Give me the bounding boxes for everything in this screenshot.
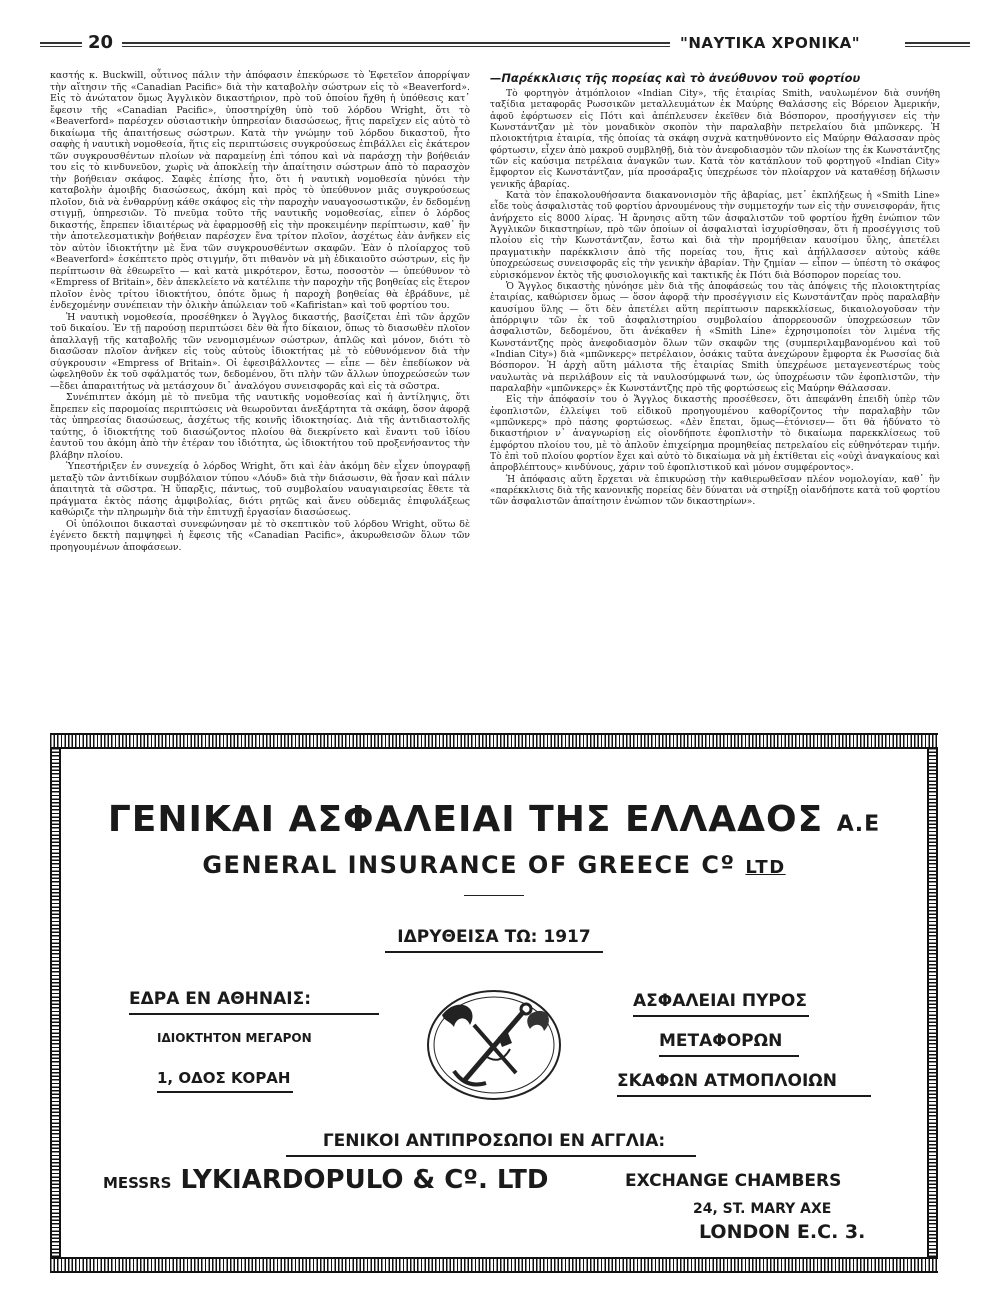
page-number: 20 (88, 32, 114, 53)
header-rule-left (40, 42, 82, 47)
agent-exchange: EXCHANGE CHAMBERS (625, 1171, 842, 1191)
paragraph: Ὑπεστήριξεν ἐν συνεχείᾳ ὁ λόρδος Wright, ὅτι καὶ ἐὰν ἀκόμη δὲν εἶχεν ὑπογραφῇ μεταξὺ τῶν ἀντιδίκων συμβόλαιον τύπου «Λόυδ» διὰ τὴν διάσωσιν, θὰ ἦσαν καὶ πάλιν ἀπαιτητὰ τὰ σῶστρα. Ἡ ὕπαρξις, πάντως, τοῦ συμβολαίου ναυαγιαιρεσίας ἔθετε τὰ πράγματα ἐκτὸς πάσης ἀμφιβολίας, διότι ρητῶς καὶ ἄνευ οὐδεμιᾶς ἐπιφυλάξεως καθώριζε τὴν πληρωμὴν διὰ τὴν ἐπιτυχῇ ἐργασίαν διασώσεως. (50, 461, 470, 518)
article-title: —Παρέκκλισις τῆς πορείας καὶ τὸ ἀνεύθυνον τοῦ φορτίου (490, 71, 861, 85)
founded-underline (385, 951, 603, 953)
paragraph: Ἡ ἀπόφασις αὕτη ἔρχεται νὰ ἐπικυρώσῃ τὴν καθιερωθεῖσαν πλέον νομολογίαν, καθ᾿ ἣν «παρέκκλισις διὰ τῆς κανονικῆς πορείας δὲν δύναται νὰ στηρίξῃ οἱανδήποτε κατὰ τοῦ φορτίου τῶν ἀσφαλιστῶν ἀπαίτησιν ἐνώπιον τῶν δικαστηρίων». (490, 473, 940, 508)
seat-address-underline (157, 1091, 293, 1093)
right-column (490, 70, 940, 508)
header-rule-right (905, 42, 970, 47)
service-transport-underline (659, 1055, 799, 1057)
agent-name-line: MESSRS LYKIARDOPULO & Cº. LTD (103, 1165, 549, 1195)
seat-label: ΕΔΡΑ ΕΝ ΑΘΗΝΑΙΣ: (129, 989, 312, 1009)
service-ships: ΣΚΑΦΩΝ ΑΤΜΟΠΛΟΙΩΝ (617, 1071, 837, 1091)
insurance-advertisement (50, 733, 938, 1273)
left-column (50, 70, 470, 553)
anchor-flame-icon (414, 985, 574, 1103)
agent-street: 24, ST. MARY AXE (693, 1201, 832, 1217)
service-ships-underline (617, 1095, 871, 1097)
ad-border-left (50, 749, 61, 1257)
company-name-english: GENERAL INSURANCE OF GREECE Cº LTD (202, 851, 786, 879)
founded-year: ΙΔΡΥΘΕΙΣΑ ΤΩ: 1917 (397, 927, 591, 947)
paragraph: Οἱ ὑπόλοιποι δικασταὶ συνεφώνησαν μὲ τὸ σκεπτικὸν τοῦ λόρδου Wright, οὕτω δὲ ἐγένετο δεκτὴ παμψηφεὶ ἡ ἔφεσις τῆς «Canadian Pacific», ἀκυρωθεισῶν ὅλων τῶν προηγουμένων ἀποφάσεων. (50, 518, 470, 553)
ornament-rule (464, 895, 524, 896)
ad-border-right (927, 749, 938, 1257)
agents-label-underline (286, 1155, 696, 1157)
seat-address: 1, ΟΔΟΣ ΚΟΡΑΗ (157, 1069, 291, 1087)
company-name-greek: ΓΕΝΙΚΑΙ ΑΣΦΑΛΕΙΑΙ ΤΗΣ ΕΛΛΑΔΟΣ Α.Ε (107, 799, 881, 840)
service-fire-underline (633, 1015, 809, 1017)
service-transport: ΜΕΤΑΦΟΡΩΝ (659, 1031, 783, 1051)
page-header (40, 30, 970, 56)
seat-building: ΙΔΙΟΚΤΗΤΟΝ ΜΕΓΑΡΟΝ (157, 1031, 312, 1045)
paragraph: Ὁ Ἄγγλος δικαστὴς ηὐνόησε μὲν διὰ τῆς ἀποφάσεώς του τὰς ἀπόψεις τῆς πλοιοκτητρίας ἑταιρίας, καθώρισεν ὅμως — ὅσον ἀφορᾷ τὴν προσέγγισιν εἰς Κωνστάντζαν πρὸς παραλαβὴν καυσίμου ὕλης — ὅτι δὲν ἀπετέλει αὕτη περίπτωσιν παρεκκλίσεως, δικαιολογοῦσαν τὴν ἀπόρριψιν τῶν ἐκ τοῦ ἀσφαλιστηρίου συμβολαίου ἀπορρεουσῶν ὑποχρεώσεων τῶν ἀσφαλιστῶν, δεδομένου, ὅτι ἀνέκαθεν ἡ «Smith Line» ἐχρησιμοποίει τὸν λιμένα τῆς Κωνστάντζης πρὸς ἀνεφοδιασμὸν ὅλων τῶν σκαφῶν της (συμπεριλαμβανομένου καὶ τοῦ «Indian City») διὰ «μπῶνκερς» πετρέλαιον, ὁσάκις ταῦτα ἀνεχώρουν ἔμφορτα ἐκ Ρωσσίας διὰ Βόσπορον. Ἡ ἀρχὴ αὕτη μάλιστα τῆς ἑταιρίας Smith ὑπεχρέωσε μεταγενεστέρως τοὺς ναυλωτὰς νὰ περιλάβουν εἰς τὰ ναυλοσύμφωνά των, ὡς ὑποχρέωσιν τῶν ἐφοπλιστῶν, τὴν παραλαβὴν «μπῶνκερς» ἐκ Κωνστάντζης πρὸ τῆς φορτώσεως εἰς Μαύρην Θάλασσαν. (490, 280, 940, 394)
anchor-emblem (414, 985, 574, 1103)
paragraph: Κατὰ τὸν ἐπακολουθήσαντα διακανονισμὸν τῆς ἀβαρίας, μετ᾿ ἐκπλήξεως ἡ «Smith Line» εἶδε τοὺς ἀσφαλιστὰς τοῦ φορτίου ἀρνουμένους τὴν συμμετοχήν των εἰς τὴν συνεισφοράν, ἥτις ἀνήρχετο εἰς 8000 λίρας. Ἡ ἄρνησις αὕτη τῶν ἀσφαλιστῶν τοῦ φορτίου ἤχθη ἐνώπιον τῶν Ἀγγλικῶν δικαστηρίων, πρὸ τῶν ὁποίων οἱ ἀσφαλισταὶ ἰσχυρίσθησαν, ὅτι ἡ προσέγγισις τοῦ πλοίου εἰς τὴν Κωνστάντζαν, ἔστω καὶ διὰ τὴν προμήθειαν καυσίμου ὕλης, ἀπετέλει πραγματικὴν παρέκκλισιν ἀπὸ τῆς πορείας του, ἥτις καὶ ἀπήλλασσεν αὐτοὺς κάθε ὑποχρεώσεως συνεισφορᾶς εἰς τὴν γενικὴν ἀβαρίαν. Τὴν ζημίαν — εἶπον — ὑπέστη τὸ σκάφος εὑρισκόμενον ἐκτὸς τῆς φυσιολογικῆς καὶ τακτικῆς ἐκ Πότι διὰ Βόσπορον πορείας του. (490, 190, 940, 281)
agents-label: ΓΕΝΙΚΟΙ ΑΝΤΙΠΡΟΣΩΠΟΙ ΕΝ ΑΓΓΛΙΑ: (322, 1131, 666, 1151)
paragraph: καστής κ. Buckwill, οὗτινος πάλιν τὴν ἀπόφασιν ἐπεκύρωσε τὸ Ἐφετεῖον ἀπορρίψαν τὴν αἴτησιν τῆς «Canadian Pacific» διὰ τὴν καταβολὴν σώστρων εἰς τὸ «Beaverford». Εἰς τὸ ἀνώτατον ὅμως Ἀγγλικὸν δικαστήριον, πρὸ τοῦ ὁποίου ἤχθη ἡ ὑπόθεσις κατ᾿ ἔφεσιν τῆς «Canadian Pacific», ὑποστηρίχθη ὑπὸ τοῦ λόρδου Wright, ὅτι τὸ «Beaverford» παρέσχεν οὐσιαστικὴν ὑπηρεσίαν διασώσεως, ἥτις παρεῖχεν εἰς αὐτὸ τὸ δικαίωμα τῆς ἀπαιτήσεως σώστρων. Κατὰ τὴν γνώμην τοῦ λόρδου δικαστοῦ, ἦτο σαφὴς ἡ ναυτικὴ νομοθεσία, ἥτις εἰς περιπτώσεις συγκρούσεως ἐπιβάλλει εἰς ἑκάτερον τῶν συγκρουσθέντων πλοίων νὰ παραμείνῃ ἐπὶ τόπου καὶ νὰ παράσχῃ τὴν βοήθειάν του εἰς τὸ κινδυνεῦον, χωρὶς νὰ ἀποκλείῃ τὴν ἀπαίτησιν σώστρων ἀπὸ τὸ παρασχὸν τὴν βοήθειαν σκάφος. Σαφὲς ἐπίσης ἦτο, ὅτι ἡ ναυτικὴ νομοθεσία ηὐνόει τὴν καταβολὴν ἀμοιβῆς διασώσεως, ἀκόμη καὶ πρὸς τὸ ὑπεύθυνον μιᾶς συγκρούσεως πλοῖον, διὰ νὰ ἐνθαρρύνῃ κάθε σκάφος εἰς τὴν παροχὴν ναυαγοσωστικῶν, ἐν δεδομένῃ στιγμῇ, ὑπηρεσιῶν. Τὸ πνεῦμα τοῦτο τῆς ναυτικῆς νομοθεσίας, εἶπεν ὁ λόρδος δικαστής, ἔπρεπεν ἰδιαιτέρως νὰ ἐφαρμοσθῇ εἰς τὴν προκειμένην περίπτωσιν, καθ᾿ ἣν τὴν ἀποτελεσματικὴν βοήθειαν παρέσχεν ἕνα τρίτον πλοῖον, ἀσχέτως ἐὰν ἀνῆκεν εἰς τὸν αὐτὸν ἰδιοκτήτην μὲ ἕνα τῶν συγκρουσθέντων σκαφῶν. Ἐὰν ὁ πλοίαρχος τοῦ «Beaverford» ἐσκέπτετο πρὸς στιγμήν, ὅτι πιθανὸν νὰ μὴ ἐδικαιοῦτο σώστρων, εἰς ἣν περίπτωσιν θὰ ἐθεωρεῖτο — καὶ κατὰ μικρότερον, ἔστω, ποσοστὸν — ὑπεύθυνον τὸ «Empress of Britain», δὲν ἀπεκλείετο νὰ κατέλιπε τὴν παροχὴν τῆς βοηθείας εἰς ἕτερον πλοῖον ἑνὸς τρίτου ἰδιοκτήτου, ὁπότε ὅμως ἡ παροχὴ βοηθείας θὰ ἐβράδυνε, μὲ ἐνδεχομένην συνέπειαν τὴν ὁλικὴν ἀπώλειαν τοῦ «Kafiristan» καὶ τοῦ φορτίου του. (50, 70, 470, 311)
paragraph: Συνέπιπτεν ἀκόμη μὲ τὸ πνεῦμα τῆς ναυτικῆς νομοθεσίας καὶ ἡ ἀντίληψις, ὅτι ἔπρεπεν εἰς παρομοίας περιπτώσεις νὰ θεωροῦνται ἀνεξάρτητα τὰ σκάφη, ὅσον ἀφορᾷ τὰς ὑπηρεσίας διασώσεως, ἀσχέτως τῆς κοινῆς ἰδιοκτησίας. Διὰ τῆς ἀντιδιαστολῆς ταύτης, ὁ ἰδιοκτήτης τοῦ διασώζοντος πλοίου θὰ διεκρίνετο καὶ ἔναντι τοῦ ἰδίου ἑαυτοῦ του ἀκόμη ἀπὸ τὴν ἑτέραν του ἰδιότητα, ὡς ἰδιοκτήτου τοῦ προξενήσαντος τὴν βλάβην πλοίου. (50, 392, 470, 461)
paragraph: Τὸ φορτηγὸν ἀτμόπλοιον «Indian City», τῆς ἑταιρίας Smith, ναυλωμένον διὰ συνήθη ταξίδια μεταφορᾶς Ρωσσικῶν μεταλλευμάτων ἐκ Μαύρης Θαλάσσης εἰς Βόρειον Ἀμερικήν, ἀφοῦ ἐφόρτωσεν εἰς Πότι καὶ ἀπέπλευσεν ἐκεῖθεν διὰ Βόσπορον, προσήγγισεν εἰς τὴν Κωνστάντζαν μὲ τὸν μοναδικὸν σκοπὸν τὴν παραλαβὴν πετρελαίου διὰ μπῶνκερς. Ἡ πλοιοκτήτρια ἑταιρία, τῆς ὁποίας τὰ σκάφη συχνὰ κατηυθύνοντο εἰς Μαύρην Θάλασσαν πρὸς φόρτωσιν, εἶχεν ἀπὸ μακροῦ συμβληθῇ, διὰ τὸν ἀνεφοδιασμὸν τῶν πλοίων της ἐκ Κωνστάντζης τῶν εἰς καύσιμα πετρέλαια ἀναγκῶν των. Κατὰ τὸν κατάπλουν τοῦ φορτηγοῦ «Indian City» ἔμφορτον εἰς Κωνστάντζαν, μία προσάραξις ὑπεχρέωσε τὸν πλοίαρχον νὰ καταθέσῃ δήλωσιν γενικῆς ἀβαρίας. (490, 88, 940, 190)
seat-label-underline (129, 1013, 379, 1015)
agent-city: LONDON E.C. 3. (699, 1221, 866, 1243)
paragraph: Ἡ ναυτικὴ νομοθεσία, προσέθηκεν ὁ Ἄγγλος δικαστής, βασίζεται ἐπὶ τῶν ἀρχῶν τοῦ δικαίου. Ἐν τῇ παρούσῃ περιπτώσει δὲν θὰ ἦτο δίκαιον, ὅπως τὸ διασωθὲν πλοῖον ἀπαλλαγῇ τῆς καταβολῆς τῶν νενομισμένων σώστρων, ἁπλῶς καὶ μόνον, διότι τὸ διασῶσαν πλοῖον ἀνῆκεν εἰς τοὺς αὐτοὺς ἰδιοκτήτας μὲ τὸ εὐθυνόμενον διὰ τὴν σύγκρουσιν «Empress of Britain». Οἱ ἐφεσιβάλλοντες — εἶπε — δὲν ἐπεδίωκον νὰ ὠφεληθοῦν ἐκ τοῦ σφάλματός των, δεδομένου, ὅτι πλὴν τῶν ἄλλων ὑποχρεώσεών των —ἔδει ἀπαραιτήτως νὰ μετάσχουν δι᾿ ἀναλόγου συνεισφορᾶς καὶ εἰς τὰ σῶστρα. (50, 311, 470, 392)
service-fire: ΑΣΦΑΛΕΙΑΙ ΠΥΡΟΣ (633, 991, 807, 1011)
paragraph: Εἰς τὴν ἀπόφασίν του ὁ Ἄγγλος δικαστὴς προσέθεσεν, ὅτι ἀπεφάνθη ἐπειδὴ ὑπὲρ τῶν ἐφοπλιστῶν, ἐλλείψει τοῦ εἰδικοῦ προηγουμένου καθορίζοντος τὴν παραλαβὴν τῶν «μπῶνκερς» πρὸ πάσης φορτώσεως. «Δὲν ἔπεται, ὅμως—ἐτόνισεν— ὅτι θὰ ἠδύνατο τὸ δικαστήριον ν᾿ ἀναγνωρίσῃ εἰς οἱονδήποτε ἐφοπλιστὴν τὸ δικαίωμα παρεκκλίσεως τοῦ ἐμφόρτου πλοίου του, μὲ τὸ ἁπλοῦν ἐπιχείρημα προμηθείας πετρελαίου εἰς εὐθηνότεραν τιμήν. Τὸ ἐπὶ τοῦ πλοίου φορτίον ἔχει καὶ αὐτὸ τὸ δικαίωμα νὰ μὴ ἐκτίθεται εἰς «οὐχὶ ἀναγκαίους καὶ ἀπροβλέπτους» κινδύνους, χάριν τοῦ ἐφοπλιστικοῦ καὶ μόνον συμφέροντος». (490, 394, 940, 474)
journal-title: "ΝΑΥΤΙΚΑ ΧΡΟΝΙΚΑ" (680, 34, 861, 52)
header-rule-middle (122, 42, 670, 47)
ad-content (61, 749, 927, 1257)
ad-border-bottom (50, 1257, 938, 1273)
ad-border-top (50, 733, 938, 749)
